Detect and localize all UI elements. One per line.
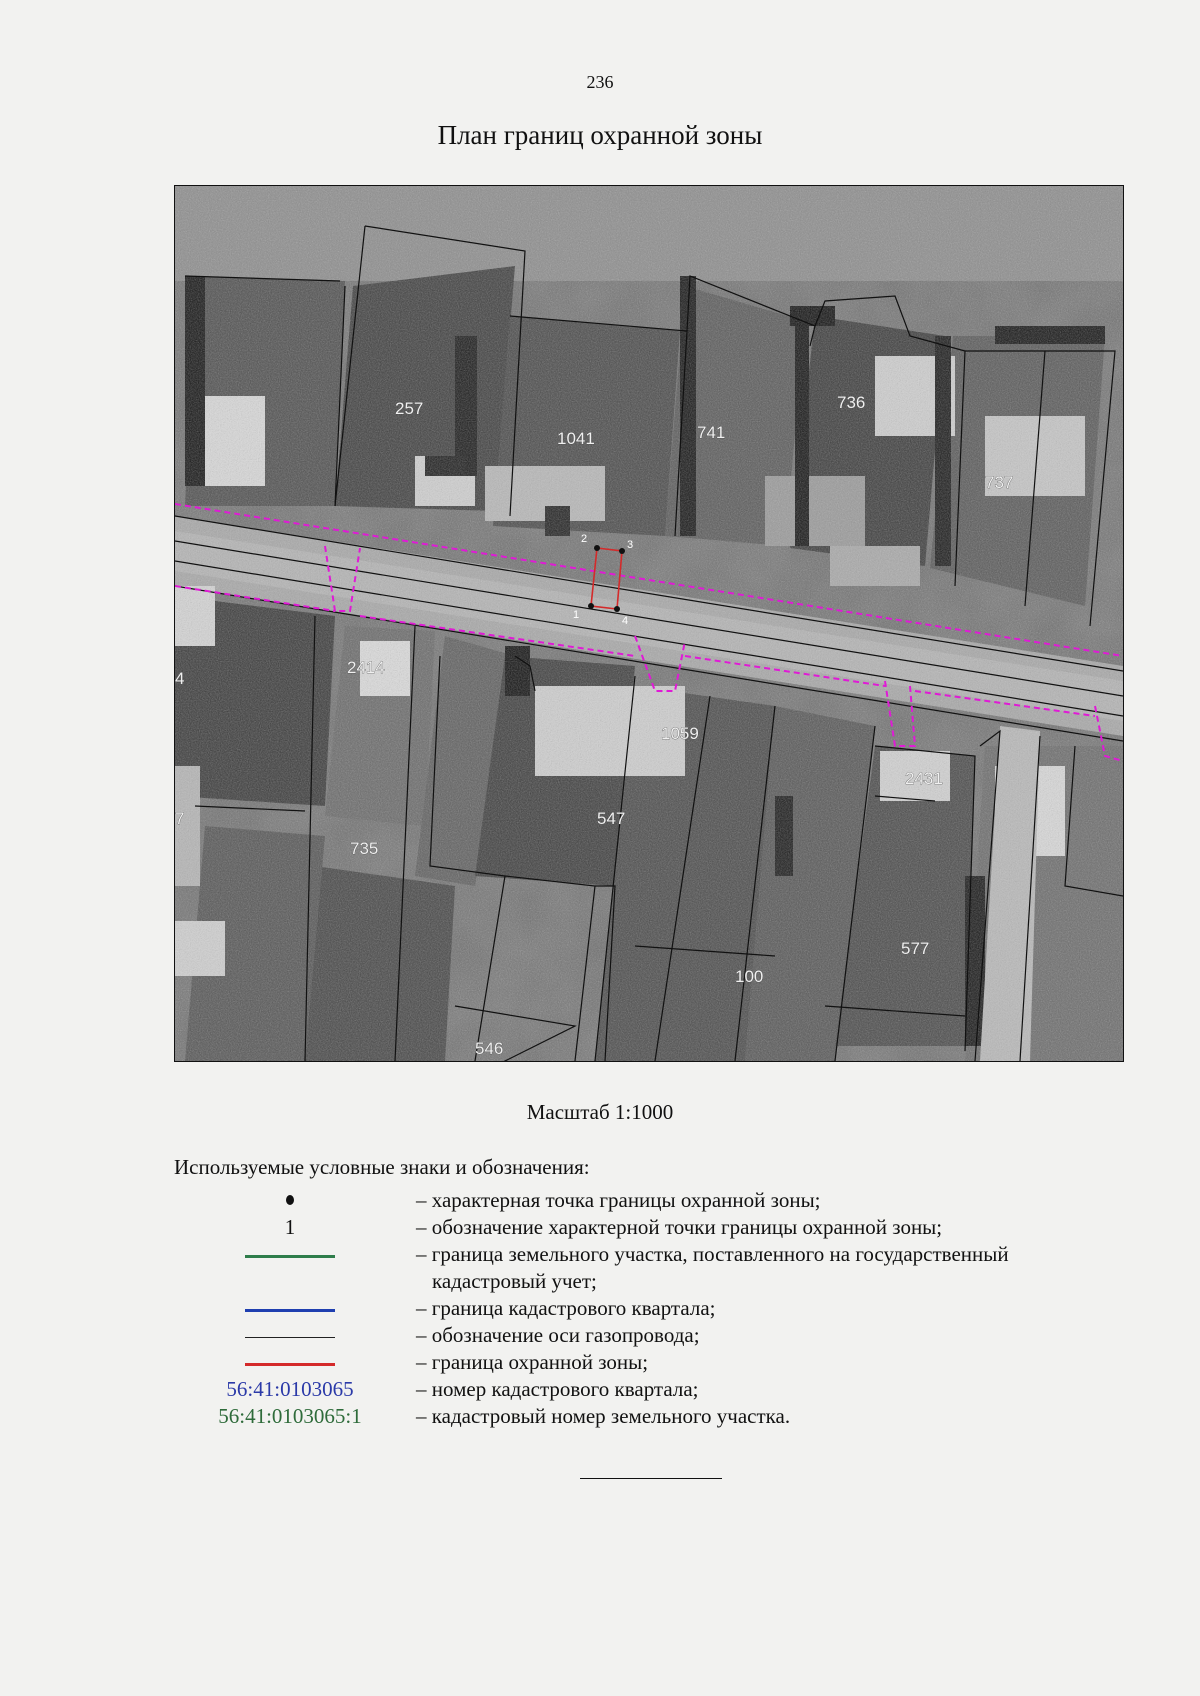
map-scale: Масштаб 1:1000 <box>526 1100 674 1124</box>
legend-item-quarter-boundary <box>174 1295 1134 1321</box>
page-number: 236 <box>586 72 614 92</box>
legend-text: – характерная точка границы охранной зоны; <box>416 1188 821 1212</box>
legend-heading: Используемые условные знаки и обозначения: <box>174 1155 590 1179</box>
plot-label-257: 257 <box>395 399 424 418</box>
legend-text: – кадастровый номер земельного участка. <box>416 1404 791 1428</box>
plot-label-737: 737 <box>985 473 1014 492</box>
legend-text: – граница охранной зоны; <box>416 1350 649 1374</box>
plot-label-736: 736 <box>837 393 866 412</box>
plan-title: План границ охранной зоны <box>437 120 763 150</box>
parcel-boundary-line-symbol <box>245 1255 335 1258</box>
legend-item-quarter-number <box>174 1376 1134 1402</box>
point-label-1: 1 <box>573 609 580 621</box>
legend-text: – обозначение характерной точки границы охранной зоны; <box>416 1215 943 1239</box>
characteristic-point-symbol <box>286 1195 294 1205</box>
plot-label-735: 735 <box>350 839 379 858</box>
legend-text: – обозначение оси газопровода; <box>416 1323 700 1347</box>
legend-text-continued: кадастровый учет; <box>432 1269 597 1293</box>
legend-item-zone-boundary <box>174 1349 1134 1375</box>
legend-text: – граница кадастрового квартала; <box>416 1296 716 1320</box>
point-label-3: 3 <box>627 539 634 551</box>
point-label-4: 4 <box>622 615 629 627</box>
legend-item-parcel-number <box>174 1403 1134 1429</box>
plot-label-1059: 1059 <box>661 724 699 743</box>
legend-item-gas-pipeline-axis <box>174 1322 1134 1348</box>
quarter-boundary-line-symbol <box>245 1309 335 1312</box>
end-rule <box>580 1478 722 1479</box>
plot-label-100: 100 <box>735 967 764 986</box>
parcel-number-symbol: 56:41:0103065:1 <box>218 1404 362 1428</box>
aerial-map <box>175 186 1123 1061</box>
plot-label-2414: 2414 <box>347 658 385 677</box>
plot-label-546: 546 <box>475 1039 504 1058</box>
plot-label-577: 577 <box>901 939 930 958</box>
zone-boundary-line-symbol <box>245 1363 335 1366</box>
legend-text: – номер кадастрового квартала; <box>416 1377 699 1401</box>
legend-item-point <box>174 1187 1134 1213</box>
point-label-2: 2 <box>581 533 588 545</box>
legend-item-parcel-boundary-cont <box>174 1268 1134 1294</box>
plot-label-741: 741 <box>697 423 726 442</box>
plot-label-1041: 1041 <box>557 429 595 448</box>
plot-label-547: 547 <box>597 809 626 828</box>
point-label-symbol: 1 <box>284 1215 296 1239</box>
legend-item-point-label <box>174 1214 1134 1240</box>
plot-label-4: 4 <box>175 669 185 688</box>
legend-text: – граница земельного участка, поставленного на государственный <box>416 1242 1009 1266</box>
legend-item-parcel-boundary <box>174 1241 1134 1267</box>
gas-pipeline-axis-line-symbol <box>245 1337 335 1338</box>
quarter-number-symbol: 56:41:0103065 <box>226 1377 354 1401</box>
map-frame <box>174 185 1124 1062</box>
plot-label-2431: 2431 <box>905 769 943 788</box>
plot-label-7: 7 <box>175 809 185 828</box>
